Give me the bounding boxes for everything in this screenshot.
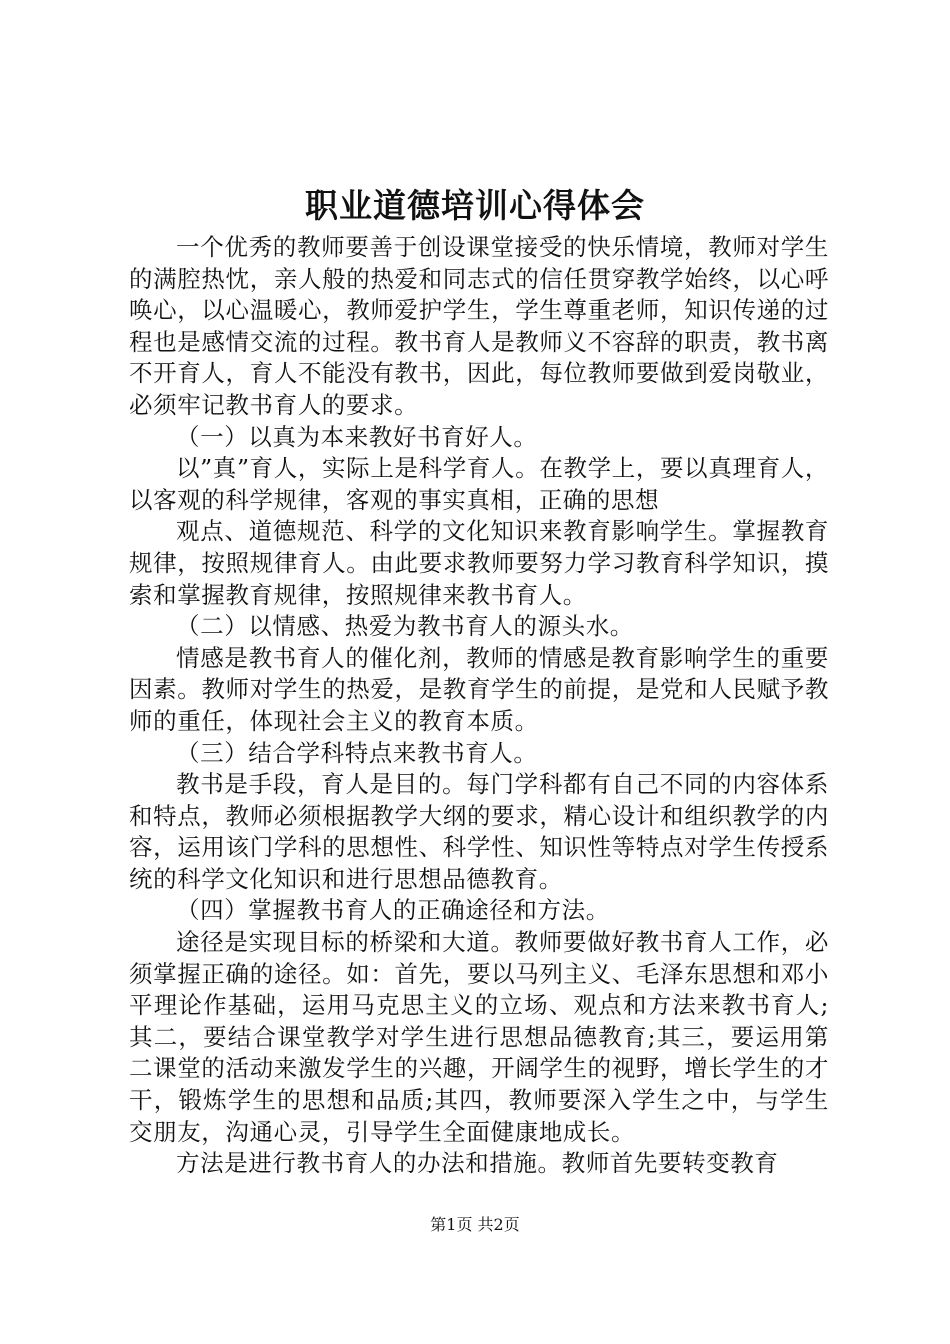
paragraph-3: 教书是手段，育人是目的。每门学科都有自己不同的内容体系和特点，教师必须根据教学大纲的要求，精心设计和组织教学的内容，运用该门学科的思想性、科学性、知识性等特点对学生传授系统的科学文化知识和进行思想品德教育。 [129,770,829,893]
document-body [129,232,829,1180]
page-number-footer: 第1页 共2页 [430,1215,520,1234]
paragraph-2: 情感是教书育人的催化剂，教师的情感是教育影响学生的重要因素。教师对学生的热爱，是教育学生的前提，是党和人民赋予教师的重任，体现社会主义的教育本质。 [129,643,829,735]
section-heading-4: （四）掌握教书育人的正确途径和方法。 [176,896,610,925]
section-heading-1: （一）以真为本来教好书育好人。 [176,422,538,451]
paragraph-intro: 一个优秀的教师要善于创设课堂接受的快乐情境，教师对学生的满腔热忱，亲人般的热爱和同志式的信任贯穿教学始终，以心呼唤心，以心温暖心，教师爱护学生，学生尊重老师，知识传递的过程也是感情交流的过程。教书育人是教师义不容辞的职责，教书离不开育人，育人不能没有教书，因此，每位教师要做到爱岗敬业，必须牢记教书育人的要求。 [129,233,829,419]
page-title: 职业道德培训心得体会 [305,186,645,225]
paragraph-4a: 途径是实现目标的桥梁和大道。教师要做好教书育人工作，必须掌握正确的途径。如：首先，要以马列主义、毛泽东思想和邓小平理论作基础，运用马克思主义的立场、观点和方法来教书育人;其二，要结合课堂教学对学生进行思想品德教育;其三，要运用第二课堂的活动来激发学生的兴趣，开阔学生的视野，增长学生的才干，锻炼学生的思想和品质;其四，教师要深入学生之中，与学生交朋友，沟通心灵，引导学生全面健康地成长。 [129,928,829,1146]
paragraph-4b: 方法是进行教书育人的办法和措施。教师首先要转变教育 [176,1149,779,1178]
section-heading-2: （二）以情感、热爱为教书育人的源头水。 [176,612,634,641]
section-heading-3: （三）结合学科特点来教书育人。 [176,738,538,767]
paragraph-1b: 观点、道德规范、科学的文化知识来教育影响学生。掌握教育规律，按照规律育人。由此要求教师要努力学习教育科学知识，摸索和掌握教育规律，按照规律来教书育人。 [129,517,829,609]
paragraph-1a: 以”真”育人，实际上是科学育人。在教学上，要以真理育人，以客观的科学规律，客观的事实真相，正确的思想 [129,454,829,514]
